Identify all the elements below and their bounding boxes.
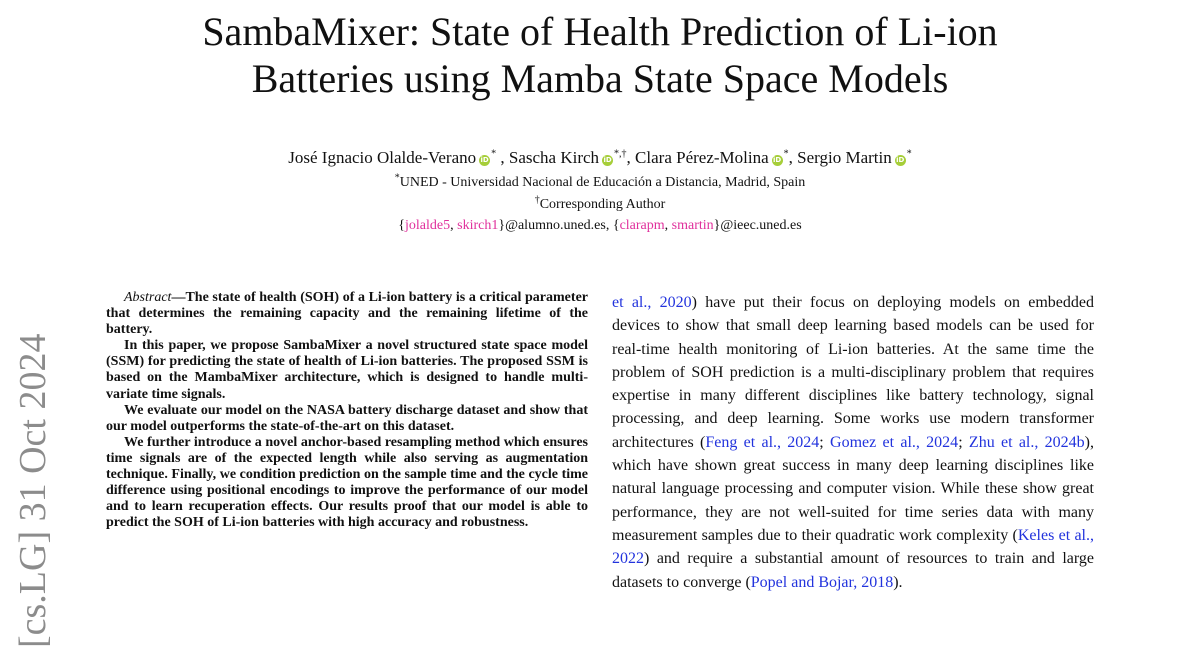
- abstract-label: Abstract: [124, 290, 172, 305]
- citation-link[interactable]: Keles et al., 2022: [612, 526, 1094, 568]
- title-line-2: Batteries using Mamba State Space Models: [251, 56, 949, 101]
- citation-link[interactable]: Zhu et al., 2024b: [968, 433, 1085, 451]
- abstract-paragraph: We evaluate our model on the NASA battery discharge dataset and show that our model outperforms the state-of-the-art on this dataset.: [106, 402, 588, 434]
- body-text: ).: [893, 573, 903, 591]
- author-name: Sascha Kirch: [508, 148, 600, 167]
- corresponding-author: [0, 196, 1200, 214]
- email-link-smartin[interactable]: smartin: [671, 218, 714, 233]
- author-mark: *: [491, 148, 497, 160]
- body-text: ;: [819, 433, 831, 451]
- email-line: [0, 217, 1200, 235]
- email-sep: ,: [664, 218, 672, 233]
- email-domain: }@alumno.uned.es, {: [498, 218, 620, 233]
- affiliation: [0, 174, 1200, 192]
- abstract-paragraph: We further introduce a novel anchor-based resampling method which ensures time signals are of the expected length while also serving as augmentation technique. Finally, we condition prediction on the sample time and the cycle time difference using positional encodings to improve the performance of our model and to learn recuperation effects. Our results proof that our model is able to predict the SOH of Li-ion batteries with high accuracy and robustness.: [106, 434, 588, 531]
- abstract-paragraph: [106, 290, 588, 338]
- author-name: Clara Pérez-Molina: [635, 148, 769, 167]
- author-mark: *: [783, 148, 789, 160]
- orcid-icon[interactable]: iD: [773, 156, 782, 164]
- author-list: José Ignacio Olalde-Verano iD* , Sascha Kirch iD*,†, Clara Pérez-Molina iD*, Sergio Martin iD*: [288, 148, 912, 167]
- email-domain: }@ieec.uned.es: [713, 218, 802, 233]
- corresponding-text: Corresponding Author: [539, 197, 666, 212]
- arxiv-stamp: [cs.LG] 31 Oct 2024: [12, 333, 54, 648]
- body-column: [612, 291, 1094, 594]
- citation-link[interactable]: Feng et al., 2024: [705, 433, 820, 451]
- body-text: ) have put their focus on deploying models on embedded devices to show that small deep learning based models can be used for real-time health monitoring of Li-ion batteries. At the same time the problem of SOH prediction is a multi-disciplinary problem that requires expertise in many different disciplines like battery technology, signal processing, and deep learning. Some works use modern transformer architectures (: [612, 294, 1094, 451]
- author-name: Sergio Martin: [797, 148, 892, 167]
- citation-link[interactable]: Gomez et al., 2024: [830, 433, 959, 451]
- citation-link[interactable]: et al., 2020: [612, 294, 692, 311]
- title-line-1: SambaMixer: State of Health Prediction of Li-ion: [202, 9, 998, 54]
- affiliation-text: UNED - Universidad Nacional de Educación a Distancia, Madrid, Spain: [399, 175, 806, 190]
- email-sep: ,: [450, 218, 458, 233]
- body-paragraph: [612, 291, 1094, 594]
- paper-title: [0, 8, 1200, 102]
- citation-link[interactable]: Popel and Bojar, 2018: [750, 573, 894, 591]
- orcid-icon[interactable]: iD: [603, 156, 612, 164]
- author-name: José Ignacio Olalde-Verano: [288, 148, 477, 167]
- body-text: ), which have shown great success in many deep learning disciplines like natural language processing and computer vision. While these show great performance, they are not well-suited for time series data with many measurement samples due to their quadratic work complexity (: [612, 433, 1094, 544]
- email-link-jolalde5[interactable]: jolalde5: [405, 218, 451, 233]
- corresponding-mark: †: [534, 194, 540, 206]
- author-mark: *,†: [614, 148, 627, 160]
- abstract: [106, 290, 588, 531]
- abstract-dash: —: [171, 290, 186, 305]
- email-link-skirch1[interactable]: skirch1: [457, 218, 499, 233]
- affiliation-mark: *: [394, 172, 400, 184]
- body-text: ) and require a substantial amount of resources to train and large datasets to converge (: [612, 550, 1094, 591]
- orcid-icon[interactable]: iD: [480, 156, 489, 164]
- email-link-clarapm[interactable]: clarapm: [619, 218, 665, 233]
- abstract-text: The state of health (SOH) of a Li-ion battery is a critical parameter that determines the remaining capacity and the remaining lifetime of the battery.: [106, 290, 588, 338]
- abstract-paragraph: In this paper, we propose SambaMixer a novel structured state space model (SSM) for predicting the state of health of Li-ion batteries. The proposed SSM is based on the MambaMixer architecture, which is designed to handle multi-variate time signals.: [106, 338, 588, 402]
- email-brace: {: [398, 218, 406, 233]
- author-mark: *: [906, 148, 912, 160]
- body-text: ;: [958, 433, 969, 451]
- orcid-icon[interactable]: iD: [896, 156, 905, 164]
